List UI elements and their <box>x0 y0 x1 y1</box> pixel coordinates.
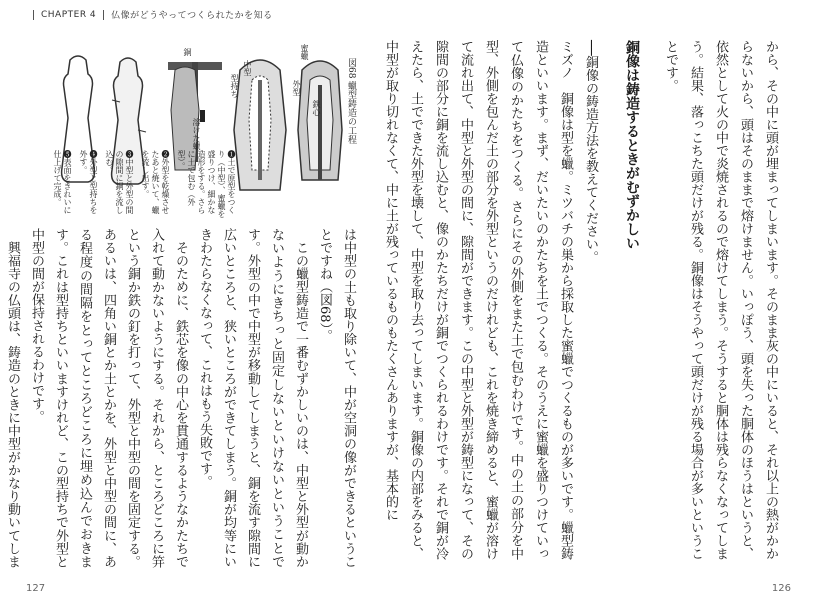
header-divider <box>33 10 34 20</box>
label-wax: 蜜蠟 <box>300 44 309 60</box>
right-page-body <box>383 40 783 560</box>
stage-1-figure <box>298 61 342 180</box>
paragraph: は中型の土も取り除いて、中が空洞の像ができるということですね（図68）。 <box>317 228 356 568</box>
paragraph: 興福寺の仏頭は、鋳造のときに中型がかなり動いてしま <box>5 241 20 568</box>
step-1: ❶土で原型をつくり（中型）、蜜蠟を盛りつけ、細かな造形をする。さらに土で包む（外型）。 <box>177 150 236 218</box>
left-page-body <box>5 228 360 568</box>
page-number-right: 126 <box>771 583 791 594</box>
label-outer: 外型 <box>292 80 301 96</box>
step-5: ❺表面をきれいに仕上げて完成。 <box>53 150 72 214</box>
figure-steps <box>52 150 236 220</box>
label-bronze: 銅 <box>183 48 192 56</box>
label-core: 中型 <box>243 60 252 76</box>
step-2: ❷外型を乾燥させたあと焼いて、蠟を流し出す。 <box>141 150 170 214</box>
label-iron-core: 鉄心 <box>312 100 321 116</box>
figure-caption <box>345 58 357 178</box>
stage-2-figure <box>234 60 286 190</box>
paragraph: から、その中に頭が埋まってしまいます。そのまま灰の中にいると、それ以上の熱がかからないから、頭はそのままで熔けません。いっぽう、頭を失った胴体のほうはというと、依然として火の中で炎焼されるので熔けてしまう。そうすると胴体は残らなくなってしまう。結果、落っこちた頭だけが残る。銅像はそうやって頭だけが残る場合が多いということです。 <box>663 40 778 560</box>
step-4: ❹外型と型持ちを外す。 <box>79 150 98 214</box>
chapter-label: CHAPTER 4 <box>41 9 97 20</box>
chapter-title: 仏像がどうやってつくられたかを知る <box>111 11 273 21</box>
section-heading: 銅像は鋳造するときがむずかしい <box>624 40 640 250</box>
step-3: ❸中型と外型の間の隙間に銅を流し込む。 <box>105 150 134 214</box>
figure-title: 蠟型鋳造の工程 <box>346 81 356 145</box>
label-mold-holder: 型持ち <box>230 74 239 98</box>
label-melted-wax: 溶けた蠟 <box>192 118 201 150</box>
question: ──銅像の鋳造方法を教えてください。 <box>583 40 598 264</box>
paragraph: この蠟型鋳造で一番むずかしいのは、中型と外型が動かないようにきちっと固定しないといけないということです。外型の中で中型が移動してしまうと、銅を流す隙間に広いところと、狭いところができてしまう。銅が均等にいきわたらなくなって、これはもう失敗です。 <box>197 228 308 568</box>
header-divider <box>103 10 104 20</box>
running-header <box>26 8 273 21</box>
figure-number: 図68 <box>346 58 356 79</box>
answer: ミズノ 銅像は型を蠟。ミツバチの巣から採取した蜜蠟でつくるものが多いです。蠟型鋳造といいます。まず、だいたいのかたちを土でつくる。そのうえに蜜蠟を盛りつけていって仏像のかたちをつくる。さらにその外側をまた土で包むわけです。中の土の部分を中型、外側を包んだ土の部分を外型というのだけれども、これを焼き締めると、蜜蠟が溶けて流れ出て、中型と外型の間に、隙間ができます。この中型と外型が鋳型になって、その隙間の部分に銅を流し込むと、像のかたちだけが銅でつくられるわけです。それで銅が冷えたら、土でできた外型を壊して、中型を取り去ってしまいます。銅像の内部をみると、中型が取り切れなくて、中に土が残っているものもたくさんありますが、基本的に <box>383 40 573 560</box>
paragraph: そのために、鉄芯を像の中心を貫通するようなかたちで入れて動かないようにする。それから、ところどころに笄という銅か鉄の釘を打って、外型と中型の間を固定する。あるいは、四角い銅とか土とかを、外型と中型の間に、ある程度の間隔をとってところどころに埋め込んでおきます。これは型持ちといいますけれど、この型持ちで外型と中型の間が保持されるわけです。 <box>29 228 188 568</box>
page-number-left: 127 <box>26 583 46 594</box>
